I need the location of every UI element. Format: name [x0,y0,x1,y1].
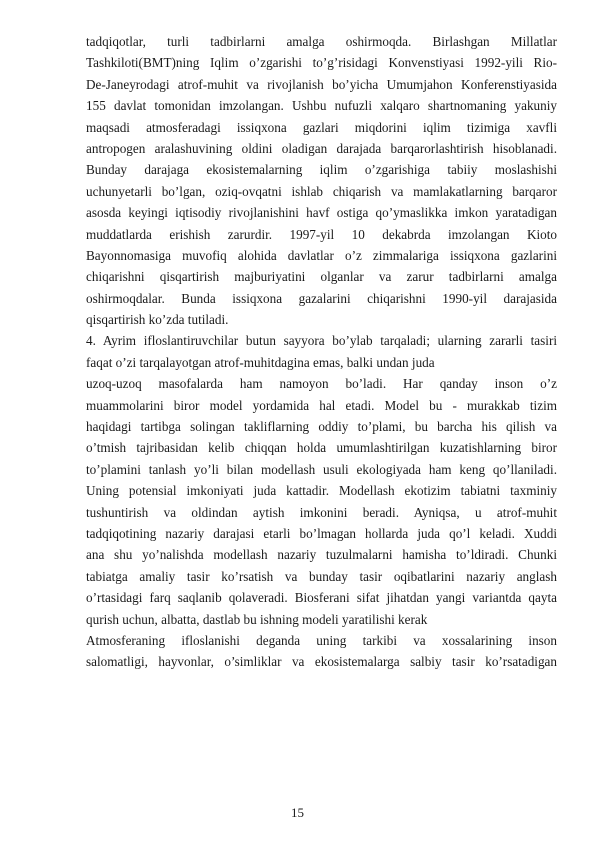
text-line: o’rtasidagi farq saqlanib qolaveradi. Biosferani sifat jihatdan yangi variantda qayta [86,590,557,606]
text-line: Tashkiloti(BMT)ning Iqlim o’zgarishi to’g’risidagi Konvenstiyasi 1992-yili Rio- [86,55,557,71]
text-line: Bayonnomasiga muvofiq alohida davlatlar o’z zimmalariga issiqxona gazlarini [86,247,557,263]
text-line: tadqiqotlar, turli tadbirlarni amalga oshirmoqda. Birlashgan Millatlar [86,34,557,49]
text-line: De-Janeyrodagi atrof-muhit va rivojlanish bo’yicha Umumjahon Konferenstiyasida [86,76,557,92]
text-line: haqidagi tartibga solingan takliflarning oddiy to’plami, bu barcha his qilish va [86,419,557,435]
text-line: tushuntirish va oldindan aytish imkonini beradi. Ayniqsa, u atrof-muhit [86,504,557,520]
text-line: Uning potensial imkoniyati juda kattadir. Modellash ekotizim tabiatni taxminiy [86,483,557,499]
paragraph [86,630,557,673]
text-line: chiqarishni qisqartirish majburiyatini olganlar va zarur tadbirlarni amalga [86,269,557,285]
text-line: asosda keyingi iqtisodiy rivojlanishini havf ostiga qo’ymaslikka imkon yaratadigan [86,205,557,221]
paragraph [86,373,557,630]
text-line: uzoq-uzoq masofalarda ham namoyon bo’ladi. Har qanday inson o’z [86,376,557,392]
text-line: antropogen aralashuvining oldini oladigan darajada barqarorlashtirish hisoblanadi. [86,140,557,156]
paragraph [86,31,557,330]
text-line: 4. Ayrim ifloslantiruvchilar butun sayyora bo’ylab tarqaladi; ularning zararli tasiri [86,333,557,349]
text-line: oshirmoqdalar. Bunda issiqxona gazalarini chiqarishni 1990-yil darajasida [86,290,557,306]
text-line: Atmosferaning ifloslanishi deganda uning tarkibi va xossalarining inson [86,632,557,648]
text-line: maqsadi atmosferadagi issiqxona gazlari miqdorini iqlim tizimiga xavfli [86,119,557,135]
text-line: muammolarini biror model yordamida hal etadi. Model bu - murakkab tizim [86,397,557,413]
page-number: 15 [291,805,304,820]
text-line: o’tmish tajribasidan kelib chiqqan holda umumlashtirilgan kuzatishlarning biror [86,440,557,456]
document-body [86,31,557,673]
text-line: qisqartirish ko’zda tutiladi. [86,312,229,328]
text-line: ana shu yo’nalishda modellash nazariy tuzulmalarni hamisha to’ldiradi. Chunki [86,547,557,563]
text-line: muddatlarda erishish zarurdir. 1997-yil 10 dekabrda imzolangan Kioto [86,226,557,242]
paragraph [86,330,557,373]
text-line: 155 davlat tomonidan imzolangan. Ushbu nufuzli xalqaro shartnomaning yakuniy [86,98,557,114]
text-line: to’plamini tanlash yo’li bilan modellash usuli ekologiyada ham keng qo’llaniladi. [86,461,557,477]
text-line: faqat o’zi tarqalayotgan atrof-muhitdagina emas, balki undan juda [86,354,435,370]
text-line: Bunday darajaga ekosistemalarning iqlim o’zgarishiga tabiiy moslashishi [86,162,557,178]
text-line: uchunyetarli bo’lgan, oziq-ovqatni ishlab chiqarish va mamlakatlarning barqaror [86,183,557,199]
text-line: tabiatga amaliy tasir ko’rsatish va bunday tasir oqibatlarini nazariy anglash [86,568,557,584]
text-line: tadqiqotining nazariy darajasi etarli bo’lmagan hollarda juda qo’l keladi. Xuddi [86,525,557,541]
text-line: qurish uchun, albatta, dastlab bu ishning modeli yaratilishi kerak [86,611,428,627]
text-line: salomatligi, hayvonlar, o’simliklar va ekosistemalarga salbiy tasir ko’rsatadigan [86,654,557,670]
